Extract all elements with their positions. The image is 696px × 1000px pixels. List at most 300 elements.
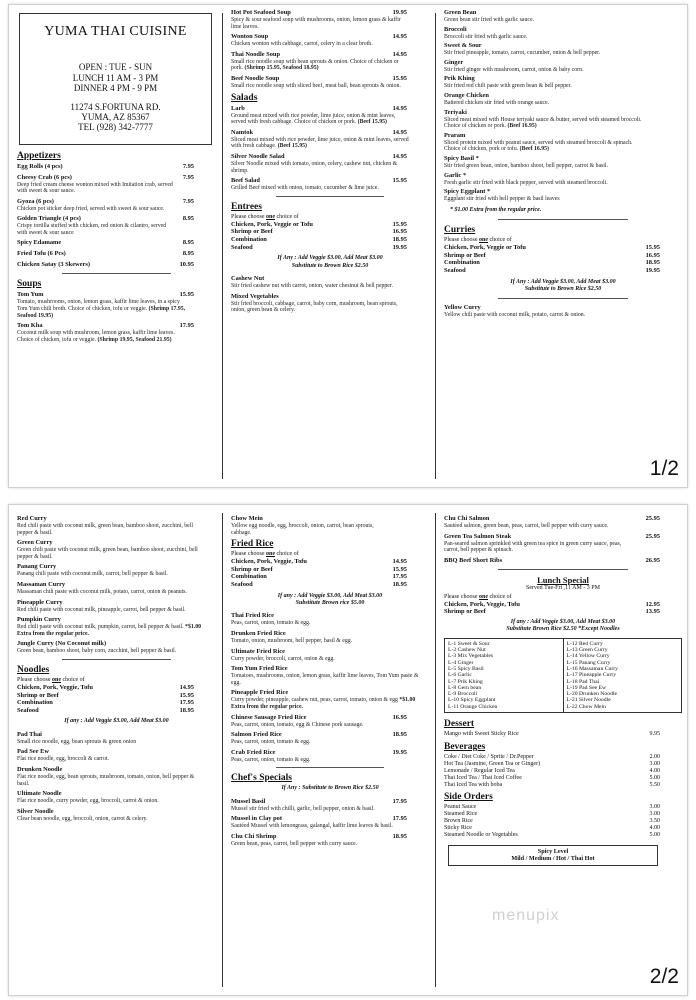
item-price: 3.00 xyxy=(649,811,660,818)
item-row xyxy=(231,515,429,523)
item-row xyxy=(444,109,682,117)
phone-number: TEL (928) 342-7777 xyxy=(78,121,153,132)
item-row xyxy=(444,9,682,17)
item-price: 7.95 xyxy=(182,162,194,170)
item-name: Pad See Ew xyxy=(17,748,49,756)
section-title-chefs-specials: Chef's Specials xyxy=(231,773,292,784)
price-option-value: 16.95 xyxy=(645,251,660,259)
item-name: Broccoli xyxy=(444,25,467,33)
item-description: Sautéed salmon, green bean, peas, carrot, bell pepper with curry sauce. xyxy=(444,523,609,529)
item-description: Peas, carrot, onion, tomato, egg & Chinese pork sausage. xyxy=(231,721,364,728)
page-number: 2/2 xyxy=(649,965,679,988)
item-row xyxy=(444,515,682,523)
lunch-option: L-17 Pineapple Curry xyxy=(566,672,617,679)
item-description: Peas, carrot, onion, tomato & egg. xyxy=(231,739,311,746)
item-description: Tomato, mushrooms, onion, lemon grass, kaffir lime leaves, in a spicy Tom Yum chili broth. Choice of chicken, tofu or veggie. (Shrimp 17.95, Seafood 19.95) xyxy=(17,299,186,319)
section-title-soups: Soups xyxy=(17,279,42,290)
item-price: 4.00 xyxy=(649,825,660,832)
lunch-options-grid xyxy=(444,638,682,713)
item-description: Red chili paste with coconut milk, green bean, bamboo shoot, zucchini, bell pepper & basil. xyxy=(17,523,193,536)
price-row xyxy=(231,236,429,244)
section-title-fried-rice: Fried Rice xyxy=(231,539,274,550)
menu-item xyxy=(231,515,429,536)
item-name: Gyoza (6 pcs) xyxy=(17,197,54,205)
price-option-value: 17.95 xyxy=(179,699,194,707)
item-row xyxy=(231,731,429,739)
price-row xyxy=(17,684,216,692)
item-description: Stir fried red chili paste with green bean & bell pepper. xyxy=(444,83,572,90)
menu-item xyxy=(231,51,429,72)
restaurant-title: YUMA THAI CUISINE xyxy=(44,24,187,39)
item-row xyxy=(444,761,682,768)
lunch-option: L-19 Pad See Ew xyxy=(566,684,607,691)
item-name: Beef Noodle Soup xyxy=(231,74,280,82)
spicy-level-options: Mild / Medium / Hot / Thai Hot xyxy=(511,855,595,863)
section-title-appetizers: Appetizers xyxy=(17,150,61,161)
price-row xyxy=(231,221,429,229)
menu-item xyxy=(17,790,216,805)
lunch-option: L-7 Prik Khing xyxy=(448,678,483,685)
item-row xyxy=(444,557,682,565)
price-option-name: Seafood xyxy=(444,266,466,274)
item-price: 19.95 xyxy=(392,9,407,16)
item-price: 25.95 xyxy=(645,532,660,540)
entrees-intro: Please choose one choice of xyxy=(231,213,299,220)
lunch-option: L-5 Spicy Basil xyxy=(448,665,484,672)
divider xyxy=(276,767,385,768)
item-description: Crispy tortilla stuffed with chicken, red onion & cilantro, served with sweet & sour sauce xyxy=(17,223,167,236)
price-row xyxy=(231,228,429,236)
price-option-name: Shrimp or Beef xyxy=(444,251,486,259)
item-row xyxy=(17,198,216,206)
item-row xyxy=(231,833,429,841)
item-description: Stir fried cashew nut with carrot, onion, water chestnut & bell pepper. xyxy=(231,282,393,289)
menu-item xyxy=(231,731,429,746)
divider xyxy=(62,273,171,274)
item-name: Massaman Curry xyxy=(17,580,66,588)
menu-item xyxy=(444,775,682,782)
item-price: 8.95 xyxy=(182,250,194,258)
item-row xyxy=(444,768,682,775)
page2-column-3 xyxy=(436,505,688,995)
hours-lunch: LUNCH 11 AM - 3 PM xyxy=(72,72,159,83)
menu-item xyxy=(17,640,216,655)
price-option-value: 14.95 xyxy=(179,683,194,691)
spicy-level-title: Spicy Level xyxy=(537,848,569,856)
lunch-option: L-22 Chow Mein xyxy=(566,703,606,710)
item-description: Red chili paste with coconut milk, pumpkin, carrot, bell pepper & basil. *$1.00 Extra from the regular price. xyxy=(17,624,202,637)
item-extra-price: (Beef 16.95) xyxy=(519,146,549,153)
price-row xyxy=(444,244,682,252)
item-name: Jungle Curry (No Coconut milk) xyxy=(17,640,107,648)
menu-item xyxy=(17,616,216,637)
item-name: Pad Thai xyxy=(17,730,42,738)
item-description: Sliced protein mixed with peanut sauce, served with steamed broccoli & spinach. Choice of chicken, pork or tofu. (Beef 16.95) xyxy=(444,139,633,153)
divider xyxy=(276,196,385,197)
entrees-list xyxy=(231,275,429,314)
item-description: Sautéed Mussel with lemongrass, galangal, kaffir lime leaves & basil. xyxy=(231,823,393,830)
item-name: Tom Kha xyxy=(17,322,43,330)
menu-page-1 xyxy=(8,4,688,488)
lunch-served-hours: Served Tue-Fri ,11 AM - 3 PM xyxy=(526,584,600,591)
menu-item xyxy=(17,599,216,614)
item-name: Pineapple Curry xyxy=(17,598,63,606)
item-price: 26.95 xyxy=(645,556,660,564)
item-price: 17.95 xyxy=(179,322,194,330)
lunch-option: L-13 Green Curry xyxy=(566,647,608,654)
item-name: Spicy Eggplant * xyxy=(444,188,491,196)
item-name: Cashew Nut xyxy=(231,274,265,282)
menu-item xyxy=(231,714,429,729)
lunch-option: L-9 Broccoli xyxy=(448,691,478,698)
item-row xyxy=(231,275,429,283)
item-extra-price: (Shrimp 17.95, Seafood 19.95) xyxy=(17,306,186,319)
item-name: Namtok xyxy=(231,128,254,136)
price-row xyxy=(17,699,216,707)
item-extra-price: (Beef 16.95) xyxy=(507,123,537,130)
item-row xyxy=(17,515,216,523)
menu-item xyxy=(231,105,429,126)
menu-item xyxy=(444,92,682,107)
lunch-option: L-21 Silver Noodle xyxy=(566,697,611,704)
item-price: 3.00 xyxy=(649,804,660,811)
noodles-list-continued xyxy=(231,515,429,536)
item-description: Grilled Beef mixed with onion, tomato, cucumber & lime juice. xyxy=(231,185,379,192)
item-row xyxy=(444,775,682,782)
price-option-name: Shrimp or Beef xyxy=(17,691,59,699)
menu-item xyxy=(17,198,216,213)
menu-item xyxy=(17,261,216,269)
fried-rice-list xyxy=(231,612,429,763)
menu-item xyxy=(17,731,216,746)
item-price: 4.00 xyxy=(649,768,660,775)
menu-item xyxy=(231,749,429,764)
address-city: YUMA, AZ 85367 xyxy=(81,111,150,122)
item-row xyxy=(17,808,216,816)
item-description: Yellow chili paste with coconut milk, potato, carrot & onion. xyxy=(444,312,586,319)
menu-item xyxy=(444,172,682,187)
menu-item xyxy=(444,75,682,90)
menu-item xyxy=(17,808,216,823)
lunch-option: L-16 Massaman Curry xyxy=(566,665,618,672)
item-description: Flat rice noodle, curry powder, egg, broccoli, carrot & onion. xyxy=(17,798,159,805)
lunch-options-left xyxy=(445,639,563,712)
item-price: 2.00 xyxy=(649,754,660,761)
item-name: Green Tea Salmon Steak xyxy=(444,532,512,540)
item-row xyxy=(444,818,682,825)
item-name: Silver Noodle Salad xyxy=(231,152,285,160)
item-name: Cheesy Crab (6 pcs) xyxy=(17,173,72,181)
item-row xyxy=(17,790,216,798)
price-row xyxy=(444,259,682,267)
price-row xyxy=(231,244,429,252)
item-name: Pineapple Fried Rice xyxy=(231,689,289,697)
item-row xyxy=(231,177,429,185)
item-row xyxy=(444,825,682,832)
section-title-salads: Salads xyxy=(231,92,258,103)
section-title-lunch-special: Lunch Special xyxy=(537,574,589,585)
menu-item xyxy=(444,533,682,554)
item-row xyxy=(17,748,216,756)
item-price: 5.00 xyxy=(649,775,660,782)
item-name: Lemonade / Regular Iced Tea xyxy=(444,768,515,775)
item-description: Stir fried green bean, onion, bamboo shoot, bell pepper, carrot & basil. xyxy=(444,162,608,169)
item-name: Chinese Sausage Fried Rice xyxy=(231,713,307,721)
page1-column-1 xyxy=(9,5,222,487)
watermark-logo: menupix xyxy=(492,907,560,924)
price-option-value: 15.95 xyxy=(645,244,660,252)
price-option-name: Shrimp or Beef xyxy=(444,608,486,616)
menu-item xyxy=(231,153,429,174)
menu-item xyxy=(231,815,429,830)
item-price: 18.95 xyxy=(392,731,407,739)
lunch-intro: Please choose one choice of xyxy=(444,593,512,600)
item-name: Yellow Curry xyxy=(444,304,481,312)
divider xyxy=(62,659,171,660)
menu-item xyxy=(231,293,429,314)
item-row xyxy=(231,749,429,757)
item-row xyxy=(231,153,429,161)
item-name: Golden Triangle (4 pcs) xyxy=(17,215,81,223)
item-description: Broccoli stir fried with garlic sauce. xyxy=(444,33,528,40)
price-option-name: Chicken, Pork, Veggie, Tofu xyxy=(231,558,307,566)
item-name: Fried Tofu (6 Pcs) xyxy=(17,250,66,258)
item-price: 7.95 xyxy=(182,197,194,205)
page2-column-1 xyxy=(9,505,222,995)
item-name: Mussel in Clay pot xyxy=(231,815,282,823)
item-price: 7.95 xyxy=(182,173,194,181)
curry-notes: If Any : Add Veggie $3.00, Add Meat $3.00 Substitute to Brown Rice $2.50 xyxy=(510,278,616,292)
item-name: Sweet & Sour xyxy=(444,42,482,50)
curry-price-table xyxy=(444,244,682,274)
noodles-list xyxy=(17,731,216,823)
item-row xyxy=(444,832,682,839)
menu-item xyxy=(17,174,216,195)
item-price: 16.95 xyxy=(392,713,407,721)
menu-item xyxy=(444,818,682,825)
menu-item xyxy=(17,239,216,247)
item-row xyxy=(17,616,216,624)
price-row xyxy=(17,707,216,715)
item-row xyxy=(444,782,682,789)
item-row xyxy=(444,155,682,163)
item-description: Massaman chili paste with coconut milk, potato, carrot, onion & peanuts. xyxy=(17,588,188,595)
item-description: Small rice noodle, egg, bean sprouts & green onion xyxy=(17,738,137,745)
item-name: Chicken Satay (3 Skewers) xyxy=(17,261,90,269)
item-description: Peas, carrot, onion, tomato & egg. xyxy=(231,620,311,627)
menu-item xyxy=(231,612,429,627)
item-price: 9.95 xyxy=(649,731,660,738)
item-name: Green Bean xyxy=(444,9,477,16)
item-price: 8.95 xyxy=(182,215,194,223)
price-option-name: Chicken, Pork, Veggie, Tofu xyxy=(17,683,93,691)
menu-item xyxy=(444,768,682,775)
item-description: Flat rice noodle, egg, broccoli & carrot. xyxy=(17,756,109,763)
item-name: Beef Salad xyxy=(231,177,260,185)
item-description: Small rice noodle soup with sliced beef, meat ball, bean sprouts & onion. xyxy=(231,82,401,89)
item-row xyxy=(231,612,429,620)
item-name: Brown Rice xyxy=(444,818,473,825)
price-option-value: 16.95 xyxy=(392,228,407,236)
menu-item xyxy=(17,515,216,536)
item-name: Tom Yum xyxy=(17,291,44,299)
price-option-name: Chicken, Pork, Veggie, Tofu xyxy=(444,600,520,608)
item-name: Ginger xyxy=(444,58,464,66)
entrees-list-continued xyxy=(444,9,682,203)
item-name: Coke / Diet Coke / Sprite / Dr.Pepper xyxy=(444,754,534,761)
menu-item xyxy=(231,129,429,150)
lunch-option: L-3 Mix Vegetables xyxy=(448,653,494,660)
item-price: 18.95 xyxy=(392,832,407,840)
hours-dinner: DINNER 4 PM - 9 PM xyxy=(73,83,158,93)
item-name: Drunken Noodle xyxy=(17,765,63,773)
item-price: 14.95 xyxy=(392,152,407,160)
menu-item xyxy=(231,648,429,663)
lunch-option: L-2 Cashew Nut xyxy=(448,647,486,654)
item-price: 15.95 xyxy=(179,291,194,299)
item-price: 14.95 xyxy=(392,33,407,41)
item-description: Sliced meat mixed with House teriyaki sauce & butter, served with steamed broccoli. Choice of chicken or pork. (Beef 16.95) xyxy=(444,116,642,130)
item-description: Peas, carrot, onion, tomato & egg. xyxy=(231,756,311,763)
menu-item xyxy=(17,291,216,319)
spicy-level-box xyxy=(448,845,658,866)
dessert-list xyxy=(444,731,682,738)
item-description: Coconut milk soup with mushroom, lemon grass, kaffir lime leaves. Choice of chicken, tofu or veggie. (Shrimp 19.95, Seafood 21.95) xyxy=(17,330,175,343)
price-row xyxy=(444,252,682,260)
item-name: Spicy Edamame xyxy=(17,239,62,247)
menu-item xyxy=(17,581,216,596)
price-option-name: Combination xyxy=(17,699,53,707)
menu-item xyxy=(17,748,216,763)
menu-item xyxy=(231,630,429,645)
beverages-list xyxy=(444,754,682,789)
item-row xyxy=(231,51,429,59)
item-description: Fresh garlic stir fried with black pepper, served with steamed broccoli. xyxy=(444,179,608,186)
menu-item xyxy=(444,304,609,319)
chefs-specials-list xyxy=(231,798,429,848)
item-name: Peanut Sauce xyxy=(444,804,477,811)
soups-list xyxy=(17,291,216,343)
price-option-value: 19.95 xyxy=(645,266,660,274)
item-row xyxy=(17,766,216,774)
item-description: Green bean, bamboo shoot, baby corn, zucchini, bell pepper & basil. xyxy=(17,648,177,655)
item-row xyxy=(17,599,216,607)
item-extra-price: (Beef 15.95) xyxy=(357,119,387,126)
item-name: Mixed Vegetables xyxy=(231,292,279,300)
item-description: Mussel stir fried with chilli, garlic, bell pepper, onion & basil. xyxy=(231,805,375,812)
price-row xyxy=(444,601,682,609)
page2-column-2 xyxy=(223,505,435,995)
menu-item xyxy=(444,515,682,530)
menu-item xyxy=(444,155,682,170)
page-number: 1/2 xyxy=(649,457,679,480)
item-description: Curry powder, broccoli, carrot, onion & egg. xyxy=(231,655,335,662)
lunch-option: L-1 Sweet & Sour xyxy=(448,640,490,647)
item-row xyxy=(17,731,216,739)
item-description: Green bean stir fried with garlic sauce. xyxy=(444,17,534,23)
price-option-name: Combination xyxy=(231,235,267,243)
fried-rice-price-table xyxy=(231,558,429,588)
item-price: 14.95 xyxy=(392,50,407,58)
item-row xyxy=(17,261,216,269)
menu-item xyxy=(17,766,216,787)
item-name: Pumpkin Curry xyxy=(17,616,61,624)
curries-intro: Please choose one choice of xyxy=(444,237,512,244)
menu-item xyxy=(231,177,429,192)
item-description: Stir fried broccoli, cabbage, carrot, baby corn, mushroom, bean sprouts, onion, green bean & celery. xyxy=(231,300,398,314)
item-row xyxy=(444,26,682,34)
page1-column-3 xyxy=(436,5,688,487)
menu-item xyxy=(444,825,682,832)
item-description: Spicy & sour seafood soup with mushrooms, onion, lemon grass & kaffir lime leaves. xyxy=(231,17,401,30)
menu-page-2 xyxy=(8,504,688,996)
item-price: 3.00 xyxy=(649,761,660,768)
price-row xyxy=(231,558,429,566)
menu-item xyxy=(17,539,216,560)
item-row xyxy=(444,92,682,100)
section-title-beverages: Beverages xyxy=(444,742,486,753)
price-option-name: Shrimp or Beef xyxy=(231,565,273,573)
item-description: Green chili paste with coconut milk, green bean, bamboo shoot, zucchini, bell pepper & basil. xyxy=(17,547,198,560)
price-row xyxy=(231,573,429,581)
item-name: Orange Chicken xyxy=(444,91,489,99)
item-name: Chu Chi Salmon xyxy=(444,515,490,522)
item-price: 3.50 xyxy=(649,818,660,825)
price-row xyxy=(231,581,429,589)
item-price: 17.95 xyxy=(392,797,407,805)
item-extra-price: (Shrimp 19.95, Seafood 21.95) xyxy=(97,336,172,343)
item-row xyxy=(231,9,429,17)
divider xyxy=(498,298,629,299)
item-price: 14.95 xyxy=(392,104,407,112)
item-price: 25.95 xyxy=(645,515,660,522)
menu-item xyxy=(17,322,216,343)
lunch-notes: If any : Add Veggie $3.00, Add Meat $3.00 Substitute Brown Rice $2.50 *Except Noodles xyxy=(506,618,620,633)
item-description: Battered chicken stir fried with orange sauce. xyxy=(444,99,550,106)
item-description: Yellow egg noodle, egg, broccoli, onion, carrot, bean sprouts, cabbage. xyxy=(231,523,374,536)
item-row xyxy=(444,811,682,818)
price-option-value: 19.95 xyxy=(392,243,407,251)
item-name: Hot Tea (Jasmine, Green Tea or Ginger) xyxy=(444,761,541,768)
item-description: Pan-seared salmon sprinkled with green tea spice in green curry sauce, peas, carrot, bell pepper & spinach. xyxy=(444,540,622,554)
item-row xyxy=(231,630,429,638)
item-row xyxy=(444,533,682,541)
entree-footnote: * $1.00 Extra from the regular price. xyxy=(450,206,542,213)
noodle-notes: If any : Add Veggie $3.00, Add Meat $3.00 xyxy=(64,718,169,725)
chefs-specials-list-continued xyxy=(444,515,682,565)
item-row xyxy=(231,105,429,113)
price-option-value: 14.95 xyxy=(392,558,407,566)
item-row xyxy=(231,714,429,722)
item-description: Deep fried cream cheese wonton mixed with Imitation crab, served with sweet & sour sauce. xyxy=(17,181,173,195)
section-title-side-orders: Side Orders xyxy=(444,792,493,803)
price-option-name: Chicken, Pork, Veggie or Tofu xyxy=(231,220,313,228)
price-option-name: Seafood xyxy=(231,243,253,251)
item-row xyxy=(17,640,216,648)
item-row xyxy=(444,731,682,738)
menu-item xyxy=(17,215,216,236)
lunch-option: L-11 Orange Chicken xyxy=(448,703,498,710)
address-street: 11274 S.FORTUNA RD. xyxy=(70,101,161,112)
item-description: Tomatoes, mushrooms, onion, lemon grass, kaffir lime leaves, Tom Yum paste & egg. xyxy=(231,673,419,686)
section-title-entrees: Entrees xyxy=(231,201,262,212)
price-option-name: Seafood xyxy=(17,706,39,714)
item-row xyxy=(444,59,682,67)
item-name: Spicy Basil * xyxy=(444,154,479,162)
item-name: Thai Iced Tea with boba xyxy=(444,782,503,789)
item-description: Silver Noodle mixed with tomato, onion, celery, cashew nut, chicken & shrimp. xyxy=(231,160,398,174)
item-row xyxy=(231,665,429,673)
